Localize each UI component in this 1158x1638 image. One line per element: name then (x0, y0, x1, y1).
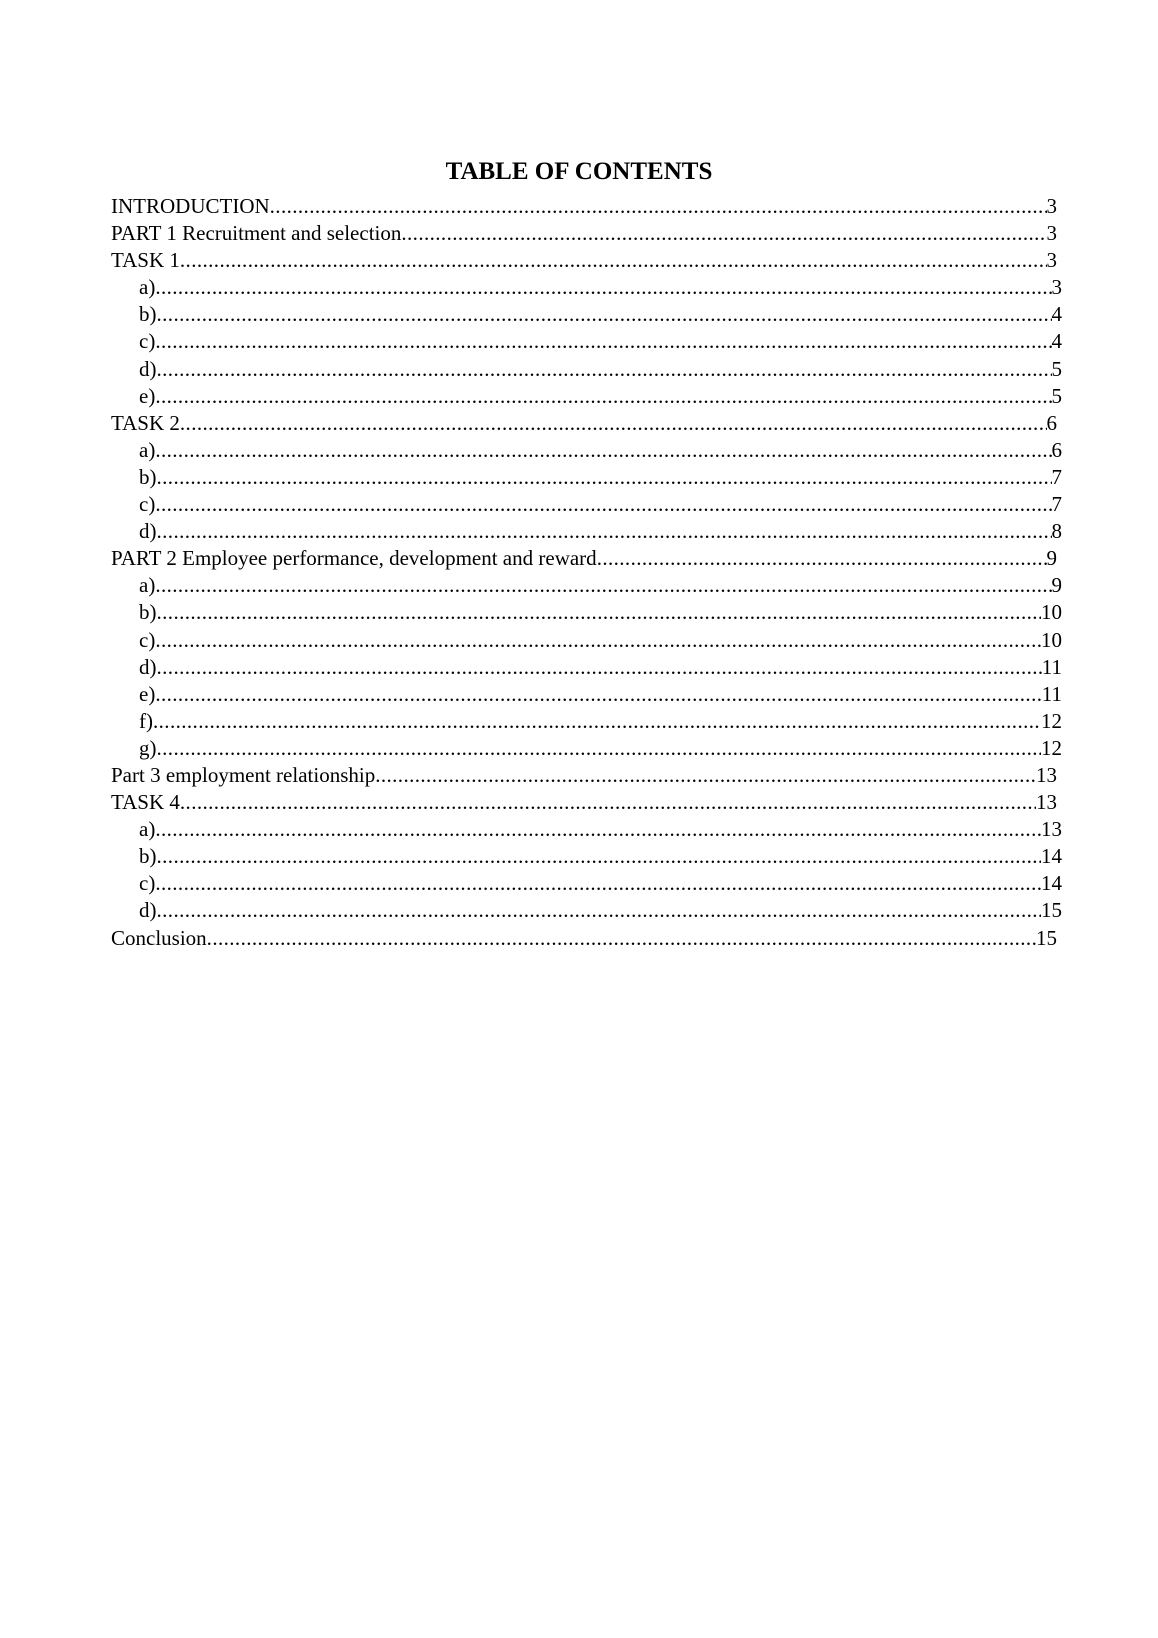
toc-entry-label: b) (139, 600, 157, 625)
toc-subentry[interactable] (0, 491, 1158, 518)
toc-entry-label: c) (139, 492, 156, 517)
toc-entry-row[interactable] (111, 762, 1057, 789)
toc-entry-label: c) (139, 871, 156, 896)
toc-subentry[interactable] (0, 735, 1158, 762)
toc-subentry[interactable] (0, 383, 1158, 410)
toc-dot-leader (155, 328, 1051, 355)
toc-entry-row[interactable] (111, 220, 1057, 247)
toc-entry-label: a) (139, 437, 156, 462)
toc-entry[interactable] (0, 247, 1158, 274)
toc-entry-label: c) (139, 627, 156, 652)
toc-dot-leader (155, 572, 1051, 599)
toc-entry[interactable] (0, 545, 1158, 572)
toc-entry-label: TASK 4 (111, 790, 180, 815)
toc-subentry[interactable] (0, 654, 1158, 681)
toc-subentry[interactable] (0, 870, 1158, 897)
toc-page-number: 3 (1051, 275, 1062, 300)
toc-dot-leader (155, 274, 1051, 301)
toc-entry-label: TASK 1 (111, 248, 180, 273)
toc-subentry[interactable] (0, 464, 1158, 491)
toc-entry[interactable] (0, 789, 1158, 816)
toc-dot-leader (180, 789, 1036, 816)
toc-dot-leader (207, 925, 1036, 952)
toc-dot-leader (155, 816, 1041, 843)
toc-dot-leader (157, 464, 1052, 491)
toc-entry-label: TASK 2 (111, 410, 180, 435)
toc-entry-label: a) (139, 817, 156, 842)
toc-dot-leader (270, 193, 1047, 220)
toc-page-number: 10 (1041, 600, 1062, 625)
toc-dot-leader (155, 383, 1051, 410)
toc-page-number: 14 (1041, 844, 1062, 869)
toc-page-number: 11 (1041, 681, 1062, 706)
toc-dot-leader (157, 356, 1052, 383)
toc-entry-row[interactable] (139, 383, 1062, 410)
toc-entry-row[interactable] (139, 843, 1062, 870)
toc-page-number: 6 (1051, 437, 1062, 462)
toc-entry-row[interactable] (111, 545, 1057, 572)
toc-entry-label: a) (139, 275, 156, 300)
toc-page-number: 4 (1051, 302, 1062, 327)
toc-page-number: 3 (1046, 221, 1057, 246)
toc-page-number: 12 (1041, 735, 1062, 760)
toc-dot-leader (157, 897, 1042, 924)
toc-entry-row[interactable] (111, 193, 1057, 220)
toc-entry-label: a) (139, 573, 156, 598)
toc-dot-leader (157, 735, 1042, 762)
toc-subentry[interactable] (0, 437, 1158, 464)
toc-page-number: 15 (1041, 898, 1062, 923)
toc-entry[interactable] (0, 193, 1158, 220)
toc-title: TABLE OF CONTENTS (445, 158, 713, 185)
toc-entry-label: PART 1 Recruitment and selection (111, 221, 402, 246)
toc-entry-row[interactable] (111, 789, 1057, 816)
toc-entry-label: b) (139, 844, 157, 869)
toc-entry-label: g) (139, 735, 157, 760)
toc-entry-label: d) (139, 898, 157, 923)
toc-page-number: 15 (1036, 925, 1057, 950)
toc-page-number: 13 (1041, 817, 1062, 842)
toc-entry-row[interactable] (139, 681, 1062, 708)
toc-entry-row[interactable] (139, 518, 1062, 545)
toc-entry-label: d) (139, 519, 157, 544)
toc-dot-leader (401, 220, 1046, 247)
toc-dot-leader (157, 843, 1042, 870)
toc-page-number: 7 (1051, 464, 1062, 489)
toc-dot-leader (155, 491, 1051, 518)
toc-entry-label: Part 3 employment relationship (111, 762, 376, 787)
toc-entry-row[interactable] (111, 410, 1057, 437)
toc-entry-label: e) (139, 383, 156, 408)
toc-entry-row[interactable] (139, 654, 1062, 681)
toc-page-number: 14 (1041, 871, 1062, 896)
toc-page-number: 12 (1041, 708, 1062, 733)
toc-dot-leader (155, 627, 1041, 654)
toc-page-number: 5 (1051, 356, 1062, 381)
toc-page-number: 11 (1041, 654, 1062, 679)
toc-dot-leader (157, 301, 1052, 328)
toc-page-number: 7 (1051, 492, 1062, 517)
toc-subentry[interactable] (0, 897, 1158, 924)
toc-entry-row[interactable] (111, 247, 1057, 274)
toc-subentry[interactable] (0, 816, 1158, 843)
toc-subentry[interactable] (0, 708, 1158, 735)
toc-dot-leader (155, 681, 1041, 708)
toc-dot-leader (157, 654, 1042, 681)
toc-page-number: 13 (1036, 790, 1057, 815)
toc-dot-leader (155, 870, 1041, 897)
toc-dot-leader (375, 762, 1036, 789)
toc-dot-leader (157, 599, 1042, 626)
toc-entry-row[interactable] (111, 925, 1057, 952)
toc-subentry[interactable] (0, 518, 1158, 545)
toc-dot-leader (180, 247, 1047, 274)
toc-entry-row[interactable] (139, 735, 1062, 762)
toc-subentry[interactable] (0, 627, 1158, 654)
toc-page-number: 4 (1051, 329, 1062, 354)
toc-entry-row[interactable] (139, 437, 1062, 464)
toc-entry-row[interactable] (139, 301, 1062, 328)
toc-page-number: 9 (1046, 546, 1057, 571)
toc-dot-leader (153, 708, 1041, 735)
toc-entry-label: e) (139, 681, 156, 706)
toc-page-number: 5 (1051, 383, 1062, 408)
toc-entry-label: b) (139, 302, 157, 327)
toc-entry-row[interactable] (139, 464, 1062, 491)
toc-entry-label: b) (139, 464, 157, 489)
toc-page-number: 9 (1051, 573, 1062, 598)
toc-entry-row[interactable] (139, 870, 1062, 897)
toc-subentry[interactable] (0, 681, 1158, 708)
toc-subentry[interactable] (0, 328, 1158, 355)
toc-page-number: 6 (1046, 410, 1057, 435)
toc-page-number: 13 (1036, 762, 1057, 787)
toc-entry-row[interactable] (139, 328, 1062, 355)
toc-entry-row[interactable] (139, 627, 1062, 654)
toc-page-number: 3 (1046, 194, 1057, 218)
toc-entry-label: PART 2 Employee performance, development and reward (111, 546, 597, 571)
toc-dot-leader (155, 437, 1051, 464)
toc-entry-row[interactable] (139, 491, 1062, 518)
toc-entry-row[interactable] (139, 897, 1062, 924)
toc-entry-label: d) (139, 356, 157, 381)
toc-entry-row[interactable] (139, 274, 1062, 301)
toc-subentry[interactable] (0, 843, 1158, 870)
toc-entry-row[interactable] (139, 816, 1062, 843)
toc-entry-row[interactable] (139, 599, 1062, 626)
toc-entry-row[interactable] (139, 708, 1062, 735)
toc-entry[interactable] (0, 410, 1158, 437)
toc-dot-leader (180, 410, 1047, 437)
toc-subentry[interactable] (0, 572, 1158, 599)
toc-entry-label: c) (139, 329, 156, 354)
toc-entry-label: INTRODUCTION (111, 194, 270, 218)
toc-entry-row[interactable] (139, 356, 1062, 383)
toc-subentry[interactable] (0, 301, 1158, 328)
toc-subentry[interactable] (0, 356, 1158, 383)
toc-page-number: 3 (1046, 248, 1057, 273)
toc-entry[interactable] (0, 925, 1158, 952)
toc-entry-label: Conclusion (111, 925, 207, 950)
toc-dot-leader (597, 545, 1047, 572)
toc-entry-label: f) (139, 708, 153, 733)
toc-list (0, 193, 1158, 952)
toc-page-number: 8 (1051, 519, 1062, 544)
toc-page-number: 10 (1041, 627, 1062, 652)
toc-dot-leader (157, 518, 1052, 545)
toc-entry[interactable] (0, 762, 1158, 789)
toc-entry[interactable] (0, 220, 1158, 247)
toc-subentry[interactable] (0, 599, 1158, 626)
toc-entry-label: d) (139, 654, 157, 679)
toc-entry-row[interactable] (139, 572, 1062, 599)
toc-subentry[interactable] (0, 274, 1158, 301)
